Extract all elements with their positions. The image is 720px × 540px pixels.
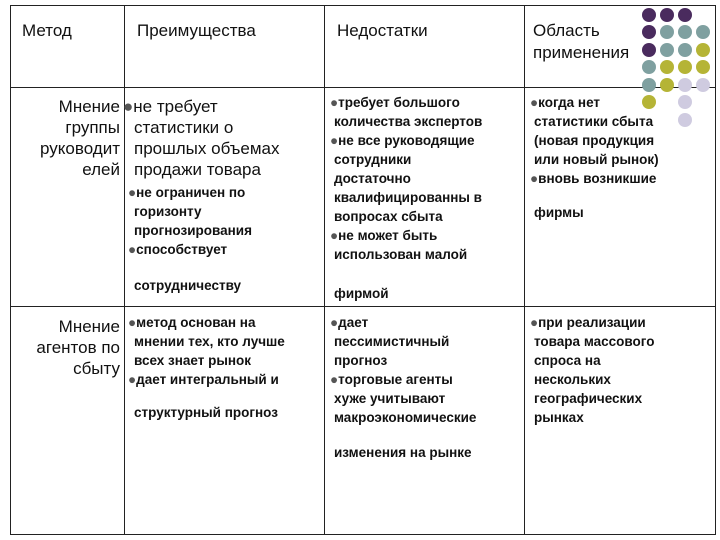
row2-advantage-line: всех знает рынок bbox=[134, 353, 252, 368]
row2-advantage-continuation: структурный прогноз bbox=[134, 405, 278, 420]
bullet-icon: ● bbox=[128, 242, 137, 257]
bullet-icon: ● bbox=[530, 171, 539, 186]
row2-advantage-line: ●метод основан на bbox=[128, 315, 256, 330]
row1-disadvantage-line: количества экспертов bbox=[334, 114, 483, 129]
row2-disadvantage-continuation: изменения на рынке bbox=[334, 445, 472, 460]
header-application-line1: Область bbox=[533, 21, 600, 40]
row1-advantage-2 bbox=[128, 183, 252, 259]
row1-advantage-1-line: продажи товара bbox=[134, 160, 261, 179]
column-divider-1 bbox=[124, 5, 125, 535]
row2-disadvantage-line: хуже учитывают bbox=[334, 391, 446, 406]
row1-disadvantages bbox=[330, 93, 482, 264]
row2-method-line: сбыту bbox=[73, 359, 120, 378]
row1-application bbox=[530, 93, 659, 188]
row2-method-line: Мнение bbox=[58, 317, 120, 336]
row2-application-line: ●при реализации bbox=[530, 315, 646, 330]
bullet-icon: ● bbox=[530, 315, 539, 330]
row1-advantage-1-line: статистики о bbox=[134, 118, 234, 137]
row2-advantage-line: ●дает интегральный и bbox=[128, 372, 279, 387]
table-border-top bbox=[10, 5, 716, 6]
bullet-icon: ● bbox=[330, 133, 339, 148]
header-application bbox=[533, 20, 629, 64]
row1-advantage-2-line: горизонту bbox=[134, 204, 202, 219]
row1-disadvantage-line: вопросах сбыта bbox=[334, 209, 443, 224]
table-border-left bbox=[10, 5, 11, 535]
row1-disadvantage-line: сотрудники bbox=[334, 152, 412, 167]
bullet-icon: ● bbox=[128, 185, 137, 200]
row2-method bbox=[36, 316, 120, 379]
row1-disadvantage-line: достаточно bbox=[334, 171, 411, 186]
row1-advantage-1 bbox=[123, 96, 279, 180]
row2-method-line: агентов по bbox=[36, 338, 120, 357]
column-divider-3 bbox=[524, 5, 525, 535]
row1-method-line: руководит bbox=[40, 139, 120, 158]
row1-application-line: статистики сбыта bbox=[534, 114, 654, 129]
row2-advantage-line: мнении тех, кто лучше bbox=[134, 334, 285, 349]
row2-disadvantage-line: макроэкономические bbox=[334, 410, 477, 425]
table-border-bottom bbox=[10, 534, 716, 535]
row1-method-line: группы bbox=[65, 118, 120, 137]
row1-disadvantage-continuation: фирмой bbox=[334, 286, 389, 301]
bullet-icon: ● bbox=[128, 372, 137, 387]
bullet-icon: ● bbox=[530, 95, 539, 110]
row1-advantage-2-line: ●не ограничен по bbox=[128, 185, 246, 200]
header-method: Метод bbox=[22, 21, 72, 40]
row1-application-continuation: фирмы bbox=[534, 205, 584, 220]
row1-method-line: елей bbox=[82, 160, 120, 179]
row2-application-line: рынках bbox=[534, 410, 584, 425]
bullet-icon: ● bbox=[330, 95, 339, 110]
bullet-icon: ● bbox=[128, 315, 137, 330]
header-application-line2: применения bbox=[533, 43, 630, 62]
row1-application-line: ●вновь возникшие bbox=[530, 171, 657, 186]
row1-advantage-2-line: ●способствует bbox=[128, 242, 228, 257]
row2-disadvantage-line: пессимистичный bbox=[334, 334, 450, 349]
row1-disadvantage-line: ●требует большого bbox=[330, 95, 460, 110]
row1-advantage-2-line: прогнозирования bbox=[134, 223, 252, 238]
row2-disadvantage-line: ●торговые агенты bbox=[330, 372, 453, 387]
row1-application-line: или новый рынок) bbox=[534, 152, 659, 167]
header-advantages: Преимущества bbox=[137, 21, 256, 40]
bullet-icon: ● bbox=[330, 228, 339, 243]
row2-application-line: товара массового bbox=[534, 334, 655, 349]
row2-application-line: географических bbox=[534, 391, 643, 406]
row1-advantage-1-line: ●не требует bbox=[123, 97, 218, 116]
table-border-right bbox=[715, 5, 716, 535]
row2-application bbox=[530, 313, 654, 427]
bullet-icon: ● bbox=[123, 97, 134, 116]
row1-advantage-3-continuation: сотрудничеству bbox=[134, 278, 242, 293]
row1-method-line: Мнение bbox=[58, 97, 120, 116]
header-disadvantages: Недостатки bbox=[337, 21, 428, 40]
row2-disadvantage-line: ●дает bbox=[330, 315, 369, 330]
row-divider bbox=[10, 306, 716, 307]
row2-disadvantages bbox=[330, 313, 476, 427]
row2-application-line: нескольких bbox=[534, 372, 611, 387]
row1-disadvantage-line: ●не все руководящие bbox=[330, 133, 475, 148]
row2-application-line: спроса на bbox=[534, 353, 601, 368]
row2-disadvantage-line: прогноз bbox=[334, 353, 388, 368]
header-divider bbox=[10, 87, 716, 88]
row2-advantages bbox=[128, 313, 285, 389]
row1-disadvantage-line: квалифицированны в bbox=[334, 190, 482, 205]
row1-method bbox=[40, 96, 120, 180]
bullet-icon: ● bbox=[330, 315, 339, 330]
column-divider-2 bbox=[324, 5, 325, 535]
row1-disadvantage-line: использован малой bbox=[334, 247, 468, 262]
row1-application-line: ●когда нет bbox=[530, 95, 601, 110]
row1-disadvantage-line: ●не может быть bbox=[330, 228, 438, 243]
bullet-icon: ● bbox=[330, 372, 339, 387]
row1-advantage-1-line: прошлых объемах bbox=[134, 139, 280, 158]
row1-application-line: (новая продукция bbox=[534, 133, 655, 148]
